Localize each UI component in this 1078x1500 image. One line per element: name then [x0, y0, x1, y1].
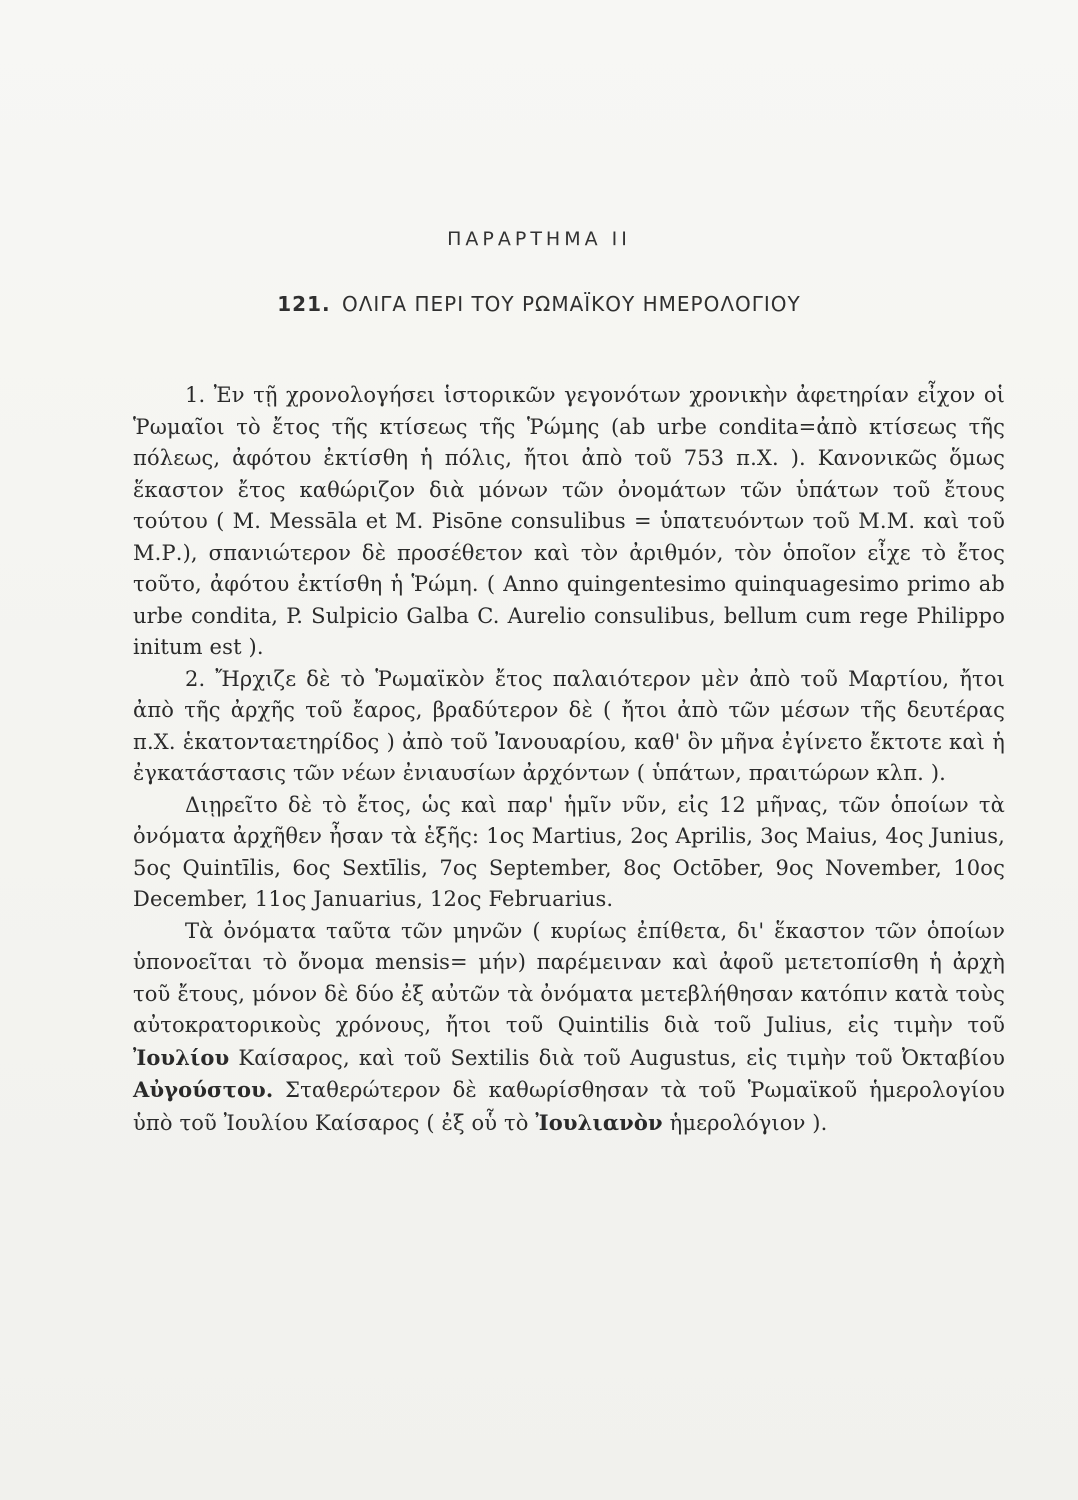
paragraph-4: [133, 916, 1005, 1140]
bold-julius: Ἰουλίου: [133, 1044, 230, 1070]
paragraph-4-text-3: Σταθερώτερον δὲ καθωρίσθησαν τὰ τοῦ Ῥωμαϊκοῦ ἡμερολογίου ὑπὸ τοῦ Ἰουλίου Καίσαρος ( ἐξ οὗ τὸ: [133, 1078, 1005, 1135]
body-text: [133, 380, 1005, 1139]
section-heading: [0, 292, 1078, 316]
paragraph-4-text-1: Τὰ ὀνόματα ταῦτα τῶν μηνῶν ( κυρίως ἐπίθετα, δι' ἕκαστον τῶν ὁποίων ὑπονοεῖται τὸ ὄνομα mensis= μήν) παρέμειναν καὶ ἀφοῦ μετετοπίσθη ἡ ἀρχὴ τοῦ ἔτους, μόνον δὲ δύο ἐξ αὐτῶν τὰ ὀνόματα μετεβλήθησαν κατόπιν κατὰ τοὺς αὐτοκρατορικοὺς χρόνους, ἤτοι τοῦ Quintilis διὰ τοῦ Julius, εἰς τιμὴν τοῦ: [133, 918, 1005, 1037]
paragraph-4-text-4: ἡμερολόγιον ).: [662, 1110, 828, 1135]
paragraph-3: Διῃρεῖτο δὲ τὸ ἔτος, ὡς καὶ παρ' ἡμῖν νῦν, εἰς 12 μῆνας, τῶν ὁποίων τὰ ὀνόματα ἀρχῆθεν ἦσαν τὰ ἑξῆς: 1ος Martius, 2ος Aprilis, 3ος Maius, 4ος Junius, 5ος Quintīlis, 6ος Sextīlis, 7ος September, 8ος Octōber, 9ος November, 10ος December, 11ος Januarius, 12ος Februarius.: [133, 792, 1005, 911]
paragraph-1: 1. Ἐν τῇ χρονολογήσει ἱστορικῶν γεγονότων χρονικὴν ἀφετηρίαν εἶχον οἱ Ῥωμαῖοι τὸ ἔτος τῆς κτίσεως τῆς Ῥώμης (ab urbe condita=ἀπὸ κτίσεως τῆς πόλεως, ἀφότου ἐκτίσθη ἡ πόλις, ἤτοι ἀπὸ τοῦ 753 π.Χ. ). Κανονικῶς ὅμως ἕκαστον ἔτος καθώριζον διὰ μόνων τῶν ὀνομάτων τῶν ὑπάτων τοῦ ἔτους τούτου ( M. Messāla et M. Pisōne consulibus = ὑπατευόντων τοῦ Μ.Μ. καὶ τοῦ Μ.Ρ.), σπανιώτερον δὲ προσέθετον καὶ τὸν ἀριθμόν, τὸν ὁποῖον εἶχε τὸ ἔτος τοῦτο, ἀφότου ἐκτίσθη ἡ Ῥώμη. ( Anno quingentesimo quinquagesimo primo ab urbe condita, P. Sulpicio Galba C. Aurelio consulibus, bellum cum rege Philippo initum est ).: [133, 383, 1005, 659]
bold-julian: Ἰουλιανὸν: [535, 1109, 663, 1135]
appendix-title: ΠΑΡΑΡΤΗΜΑ ΙΙ: [447, 228, 631, 250]
section-number: 121.: [277, 292, 331, 316]
section-title: ΟΛΙΓΑ ΠΕΡΙ ΤΟΥ ΡΩΜΑΪΚΟΥ ΗΜΕΡΟΛΟΓΙΟΥ: [341, 292, 801, 316]
paragraph-4-text-2: Καίσαρος, καὶ τοῦ Sextilis διὰ τοῦ Augustus, εἰς τιμὴν τοῦ Ὀκταβίου: [229, 1045, 1005, 1070]
bold-augustus: Αὐγούστου.: [133, 1077, 274, 1102]
paragraph-2: 2. Ἤρχιζε δὲ τὸ Ῥωμαϊκὸν ἔτος παλαιότερον μὲν ἀπὸ τοῦ Μαρτίου, ἤτοι ἀπὸ τῆς ἀρχῆς τοῦ ἔαρος, βραδύτερον δὲ ( ἤτοι ἀπὸ τῶν μέσων τῆς δευτέρας π.Χ. ἑκατονταετηρίδος ) ἀπὸ τοῦ Ἰανουαρίου, καθ' ὃν μῆνα ἐγίνετο ἔκτοτε καὶ ἡ ἐγκατάστασις τῶν νέων ἐνιαυσίων ἀρχόντων ( ὑπάτων, πραιτώρων κλπ. ).: [133, 666, 1005, 785]
